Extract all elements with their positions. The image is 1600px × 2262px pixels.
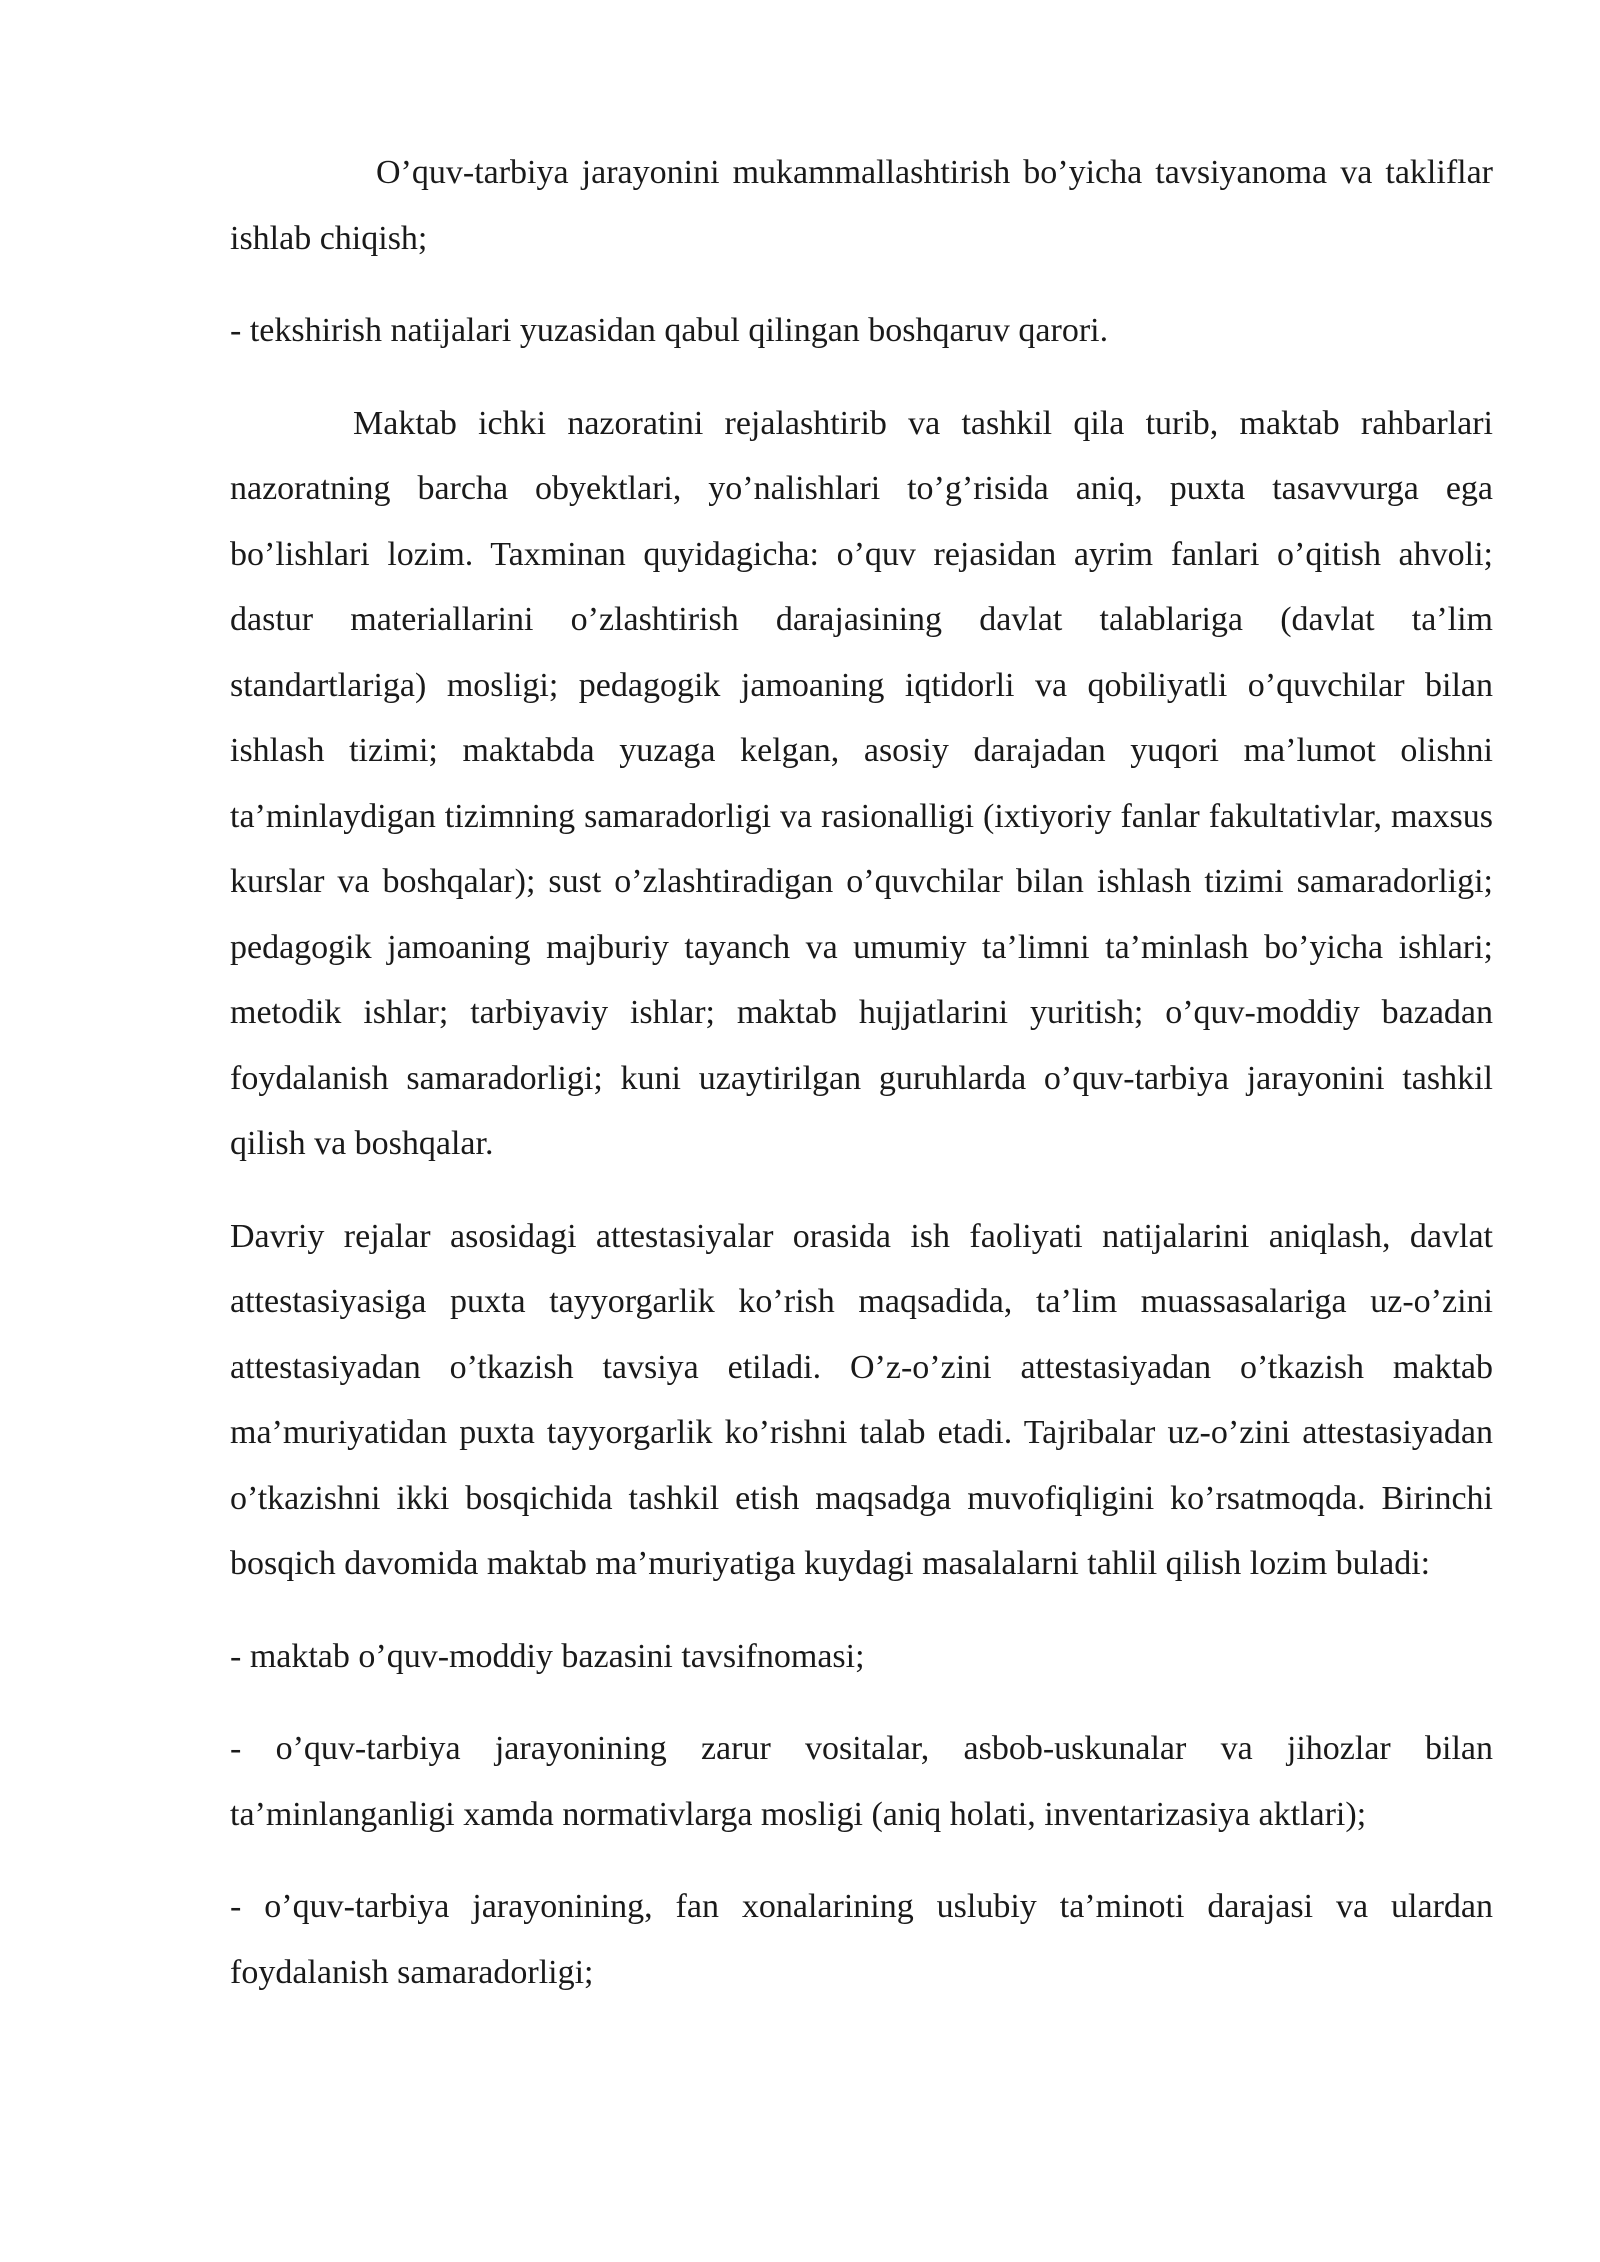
list-item-methodical-support: - o’quv-tarbiya jarayonining, fan xonalarining uslubiy ta’minoti darajasi va ulardan foydalanish samaradorligi; bbox=[230, 1888, 1493, 1991]
list-item-equipment: - o’quv-tarbiya jarayonining zarur vositalar, asbob-uskunalar va jihozlar bilan ta’minlanganligi xamda normativlarga mosligi (aniq holati, inventarizasiya aktlari); bbox=[230, 1730, 1493, 1833]
list-item-material-base: - maktab o’quv-moddiy bazasini tavsifnomasi; bbox=[230, 1637, 865, 1675]
document-body bbox=[230, 140, 1493, 2032]
paragraph-internal-control: Maktab ichki nazoratini rejalashtirib va tashkil qila turib, maktab rahbarlari nazoratning barcha obyektlari, yo’nalishlari to’g’risida aniq, puxta tasavvurga ega bo’lishlari lozim. Taxminan quyidagicha: o’quv rejasidan ayrim fanlari o’qitish ahvoli; dastur materiallarini o’zlashtirish darajasining davlat talablariga (davlat ta’lim standartlariga) mosligi; pedagogik jamoaning iqtidorli va qobiliyatli o’quvchilar bilan ishlash tizimi; maktabda yuzaga kelgan, asosiy darajadan yuqori ma’lumot olishni ta’minlaydigan tizimning samaradorligi va rasionalligi (ixtiyoriy fanlar fakultativlar, maxsus kurslar va boshqalar); sust o’zlashtiradigan o’quvchilar bilan ishlash tizimi samaradorligi; pedagogik jamoaning majburiy tayanch va umumiy ta’limni ta’minlash bo’yicha ishlari; metodik ishlar; tarbiyaviy ishlar; maktab hujjatlarini yuritish; o’quv-moddiy bazadan foydalanish samaradorligi; kuni uzaytirilgan guruhlarda o’quv-tarbiya jarayonini tashkil qilish va boshqalar. bbox=[230, 404, 1493, 1162]
paragraph-recommendations: O’quv-tarbiya jarayonini mukammallashtirish bo’yicha tavsiyanoma va takliflar ishlab chiqish; bbox=[230, 154, 1493, 257]
paragraph-attestation: Davriy rejalar asosidagi attestasiyalar orasida ish faoliyati natijalarini aniqlash, davlat attestasiyasiga puxta tayyorgarlik ko’rish maqsadida, ta’lim muassasalariga uz-o’zini attestasiyadan o’tkazish tavsiya etiladi. O’z-o’zini attestasiyadan o’tkazish maktab ma’muriyatidan puxta tayyorgarlik ko’rishni talab etadi. Tajribalar uz-o’zini attestasiyadan o’tkazishni ikki bosqichida tashkil etish maqsadga muvofiqligini ko’rsatmoqda. Birinchi bosqich davomida maktab ma’muriyatiga kuydagi masalalarni tahlil qilish lozim buladi: bbox=[230, 1217, 1493, 1582]
list-item-decision: - tekshirish natijalari yuzasidan qabul qilingan boshqaruv qarori. bbox=[230, 312, 1109, 349]
